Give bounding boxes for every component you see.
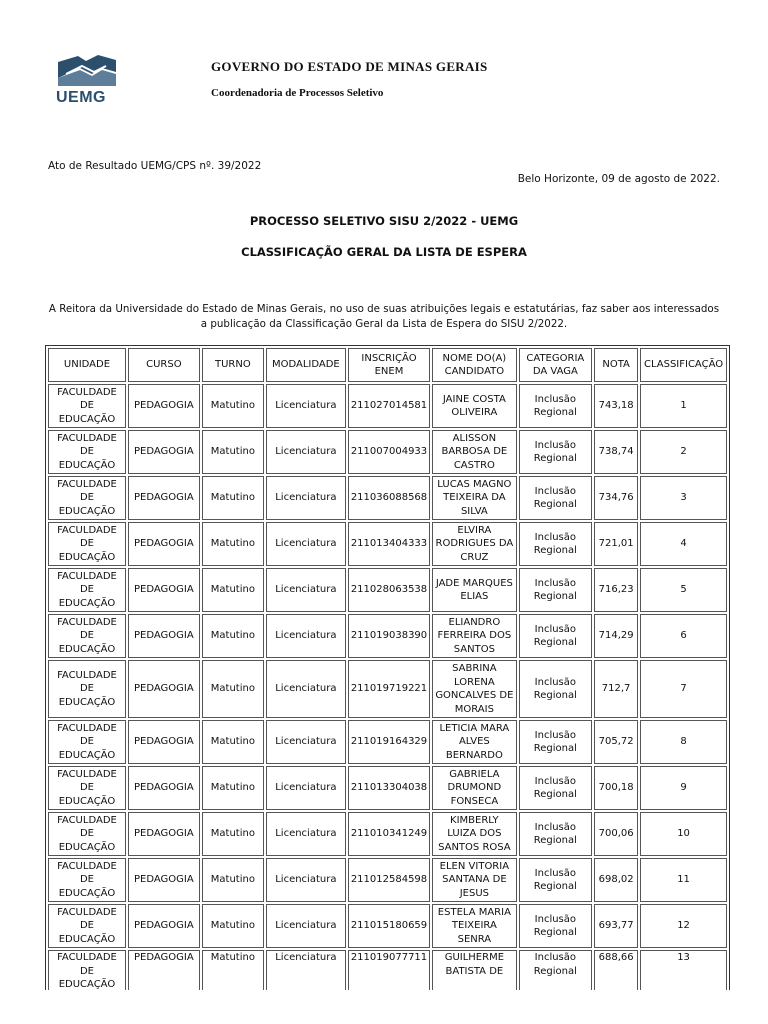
table-cell: Matutino: [202, 812, 264, 856]
table-cell: ELEN VITORIA SANTANA DE JESUS: [432, 858, 516, 902]
table-cell: FACULDADE DE EDUCAÇÃO: [48, 904, 126, 948]
table-cell: FACULDADE DE EDUCAÇÃO: [48, 660, 126, 718]
table-cell: PEDAGOGIA: [128, 858, 200, 902]
table-row: [48, 614, 727, 658]
table-cell: 7: [640, 660, 727, 718]
table-cell: FACULDADE DE EDUCAÇÃO: [48, 430, 126, 474]
table-cell: KIMBERLY LUIZA DOS SANTOS ROSA: [432, 812, 516, 856]
table-cell: PEDAGOGIA: [128, 812, 200, 856]
column-header: CLASSIFICAÇÃO: [640, 348, 727, 382]
table-cell: FACULDADE DE EDUCAÇÃO: [48, 812, 126, 856]
table-cell: PEDAGOGIA: [128, 660, 200, 718]
table-cell: ALISSON BARBOSA DE CASTRO: [432, 430, 516, 474]
table-row: [48, 812, 727, 856]
table-cell: 211019038390: [348, 614, 430, 658]
table-cell: FACULDADE DE EDUCAÇÃO: [48, 766, 126, 810]
table-cell: Matutino: [202, 766, 264, 810]
table-cell: 693,77: [594, 904, 638, 948]
table-cell: 9: [640, 766, 727, 810]
table-cell: Matutino: [202, 568, 264, 612]
table-cell: GUILHERME BATISTA DE: [432, 950, 516, 993]
table-cell: ESTELA MARIA TEIXEIRA SENRA: [432, 904, 516, 948]
table-cell: Matutino: [202, 614, 264, 658]
table-cell: 12: [640, 904, 727, 948]
department-title: Coordenadoria de Processos Seletivo: [211, 87, 384, 99]
list-title: CLASSIFICAÇÃO GERAL DA LISTA DE ESPERA: [241, 245, 527, 259]
table-cell: FACULDADE DE EDUCAÇÃO: [48, 568, 126, 612]
table-cell: 8: [640, 720, 727, 764]
table-cell: FACULDADE DE EDUCAÇÃO: [48, 950, 126, 993]
table-cell: 698,02: [594, 858, 638, 902]
table-cell: PEDAGOGIA: [128, 522, 200, 566]
act-reference: Ato de Resultado UEMG/CPS nº. 39/2022: [48, 160, 262, 172]
table-cell: 6: [640, 614, 727, 658]
table-cell: FACULDADE DE EDUCAÇÃO: [48, 522, 126, 566]
table-cell: 5: [640, 568, 727, 612]
column-header: NOME DO(A) CANDIDATO: [432, 348, 516, 382]
table-body: [48, 384, 727, 993]
table-cell: PEDAGOGIA: [128, 766, 200, 810]
table-cell: 2: [640, 430, 727, 474]
table-cell: 721,01: [594, 522, 638, 566]
table-cell: 211013404333: [348, 522, 430, 566]
table-cell: 700,06: [594, 812, 638, 856]
table-cell: PEDAGOGIA: [128, 430, 200, 474]
table-cell: 705,72: [594, 720, 638, 764]
table-cell: 3: [640, 476, 727, 520]
government-title: GOVERNO DO ESTADO DE MINAS GERAIS: [211, 59, 488, 74]
table-cell: 4: [640, 522, 727, 566]
table-cell: 211036088568: [348, 476, 430, 520]
table-cell: Licenciatura: [266, 430, 346, 474]
table-row: [48, 476, 727, 520]
table-row: [48, 858, 727, 902]
table-cell: Matutino: [202, 384, 264, 428]
table-cell: Licenciatura: [266, 950, 346, 993]
table-cell: Matutino: [202, 476, 264, 520]
table-cell: GABRIELA DRUMOND FONSECA: [432, 766, 516, 810]
table-cell: FACULDADE DE EDUCAÇÃO: [48, 384, 126, 428]
table-cell: ELVIRA RODRIGUES DA CRUZ: [432, 522, 516, 566]
table-cell: 688,66: [594, 950, 638, 993]
table-cell: 10: [640, 812, 727, 856]
table-row: [48, 384, 727, 428]
table-cell: 700,18: [594, 766, 638, 810]
uemg-logo-text: UEMG: [56, 89, 106, 106]
table-cell: Inclusão Regional: [519, 660, 593, 718]
table-cell: 712,7: [594, 660, 638, 718]
table-row: [48, 766, 727, 810]
table-cell: Matutino: [202, 720, 264, 764]
table-cell: 734,76: [594, 476, 638, 520]
table-cell: Inclusão Regional: [519, 766, 593, 810]
table-cell: 211019164329: [348, 720, 430, 764]
page-cutoff: [0, 990, 768, 1024]
table-cell: PEDAGOGIA: [128, 950, 200, 993]
table-cell: Inclusão Regional: [519, 568, 593, 612]
table-cell: Inclusão Regional: [519, 476, 593, 520]
table-cell: Licenciatura: [266, 568, 346, 612]
table-cell: Matutino: [202, 660, 264, 718]
table-cell: PEDAGOGIA: [128, 614, 200, 658]
table-cell: Licenciatura: [266, 660, 346, 718]
table-row: [48, 720, 727, 764]
table-cell: 743,18: [594, 384, 638, 428]
table-row: [48, 950, 727, 993]
table-row: [48, 522, 727, 566]
table-cell: 714,29: [594, 614, 638, 658]
table-cell: 11: [640, 858, 727, 902]
table-cell: Matutino: [202, 858, 264, 902]
process-title: PROCESSO SELETIVO SISU 2/2022 - UEMG: [249, 214, 519, 228]
table-cell: PEDAGOGIA: [128, 568, 200, 612]
table-cell: 211007004933: [348, 430, 430, 474]
table-cell: PEDAGOGIA: [128, 720, 200, 764]
table-header-row: [48, 348, 727, 382]
table-cell: 211013304038: [348, 766, 430, 810]
column-header: NOTA: [594, 348, 638, 382]
table-cell: Licenciatura: [266, 384, 346, 428]
table-cell: FACULDADE DE EDUCAÇÃO: [48, 614, 126, 658]
column-header: MODALIDADE: [266, 348, 346, 382]
column-header: CURSO: [128, 348, 200, 382]
table-cell: Inclusão Regional: [519, 812, 593, 856]
table-cell: Licenciatura: [266, 904, 346, 948]
table-cell: Inclusão Regional: [519, 858, 593, 902]
table-cell: Matutino: [202, 522, 264, 566]
table-cell: PEDAGOGIA: [128, 476, 200, 520]
table-cell: 1: [640, 384, 727, 428]
table-cell: Licenciatura: [266, 720, 346, 764]
table-cell: 211015180659: [348, 904, 430, 948]
table-cell: Licenciatura: [266, 522, 346, 566]
column-header: INSCRIÇÃO ENEM: [348, 348, 430, 382]
table-cell: Licenciatura: [266, 766, 346, 810]
table-cell: Matutino: [202, 904, 264, 948]
table-cell: Licenciatura: [266, 476, 346, 520]
table-cell: Matutino: [202, 950, 264, 993]
table-cell: FACULDADE DE EDUCAÇÃO: [48, 476, 126, 520]
table-cell: ELIANDRO FERREIRA DOS SANTOS: [432, 614, 516, 658]
table-cell: Inclusão Regional: [519, 384, 593, 428]
table-cell: SABRINA LORENA GONCALVES DE MORAIS: [432, 660, 516, 718]
column-header: UNIDADE: [48, 348, 126, 382]
table-cell: Inclusão Regional: [519, 904, 593, 948]
table-cell: Inclusão Regional: [519, 720, 593, 764]
table-cell: Licenciatura: [266, 812, 346, 856]
table-cell: Licenciatura: [266, 614, 346, 658]
table-cell: FACULDADE DE EDUCAÇÃO: [48, 720, 126, 764]
table-cell: Inclusão Regional: [519, 950, 593, 993]
table-row: [48, 568, 727, 612]
results-table: [45, 345, 730, 996]
table-row: [48, 904, 727, 948]
table-cell: 211028063538: [348, 568, 430, 612]
column-header: CATEGORIA DA VAGA: [519, 348, 593, 382]
table-cell: LUCAS MAGNO TEIXEIRA DA SILVA: [432, 476, 516, 520]
table-cell: JAINE COSTA OLIVEIRA: [432, 384, 516, 428]
table-cell: Licenciatura: [266, 858, 346, 902]
table-cell: JADE MARQUES ELIAS: [432, 568, 516, 612]
table-cell: 211019719221: [348, 660, 430, 718]
table-cell: 738,74: [594, 430, 638, 474]
table-cell: LETICIA MARA ALVES BERNARDO: [432, 720, 516, 764]
table-row: [48, 430, 727, 474]
table-cell: Matutino: [202, 430, 264, 474]
table-cell: 211010341249: [348, 812, 430, 856]
table-cell: 13: [640, 950, 727, 993]
table-cell: Inclusão Regional: [519, 430, 593, 474]
column-header: TURNO: [202, 348, 264, 382]
table-cell: Inclusão Regional: [519, 614, 593, 658]
table-cell: 211012584598: [348, 858, 430, 902]
table-row: [48, 660, 727, 718]
date-line: Belo Horizonte, 09 de agosto de 2022.: [517, 173, 720, 185]
table-cell: Inclusão Regional: [519, 522, 593, 566]
table-cell: 211027014581: [348, 384, 430, 428]
table-cell: FACULDADE DE EDUCAÇÃO: [48, 858, 126, 902]
table-cell: PEDAGOGIA: [128, 384, 200, 428]
table-cell: PEDAGOGIA: [128, 904, 200, 948]
intro-paragraph: A Reitora da Universidade do Estado de Minas Gerais, no uso de suas atribuições legais e estatutárias, faz saber aos interessados a publicação da Classificação Geral da Lista de Espera do SISU 2/2022.: [48, 303, 720, 330]
table-cell: 211019077711: [348, 950, 430, 993]
table-cell: 716,23: [594, 568, 638, 612]
